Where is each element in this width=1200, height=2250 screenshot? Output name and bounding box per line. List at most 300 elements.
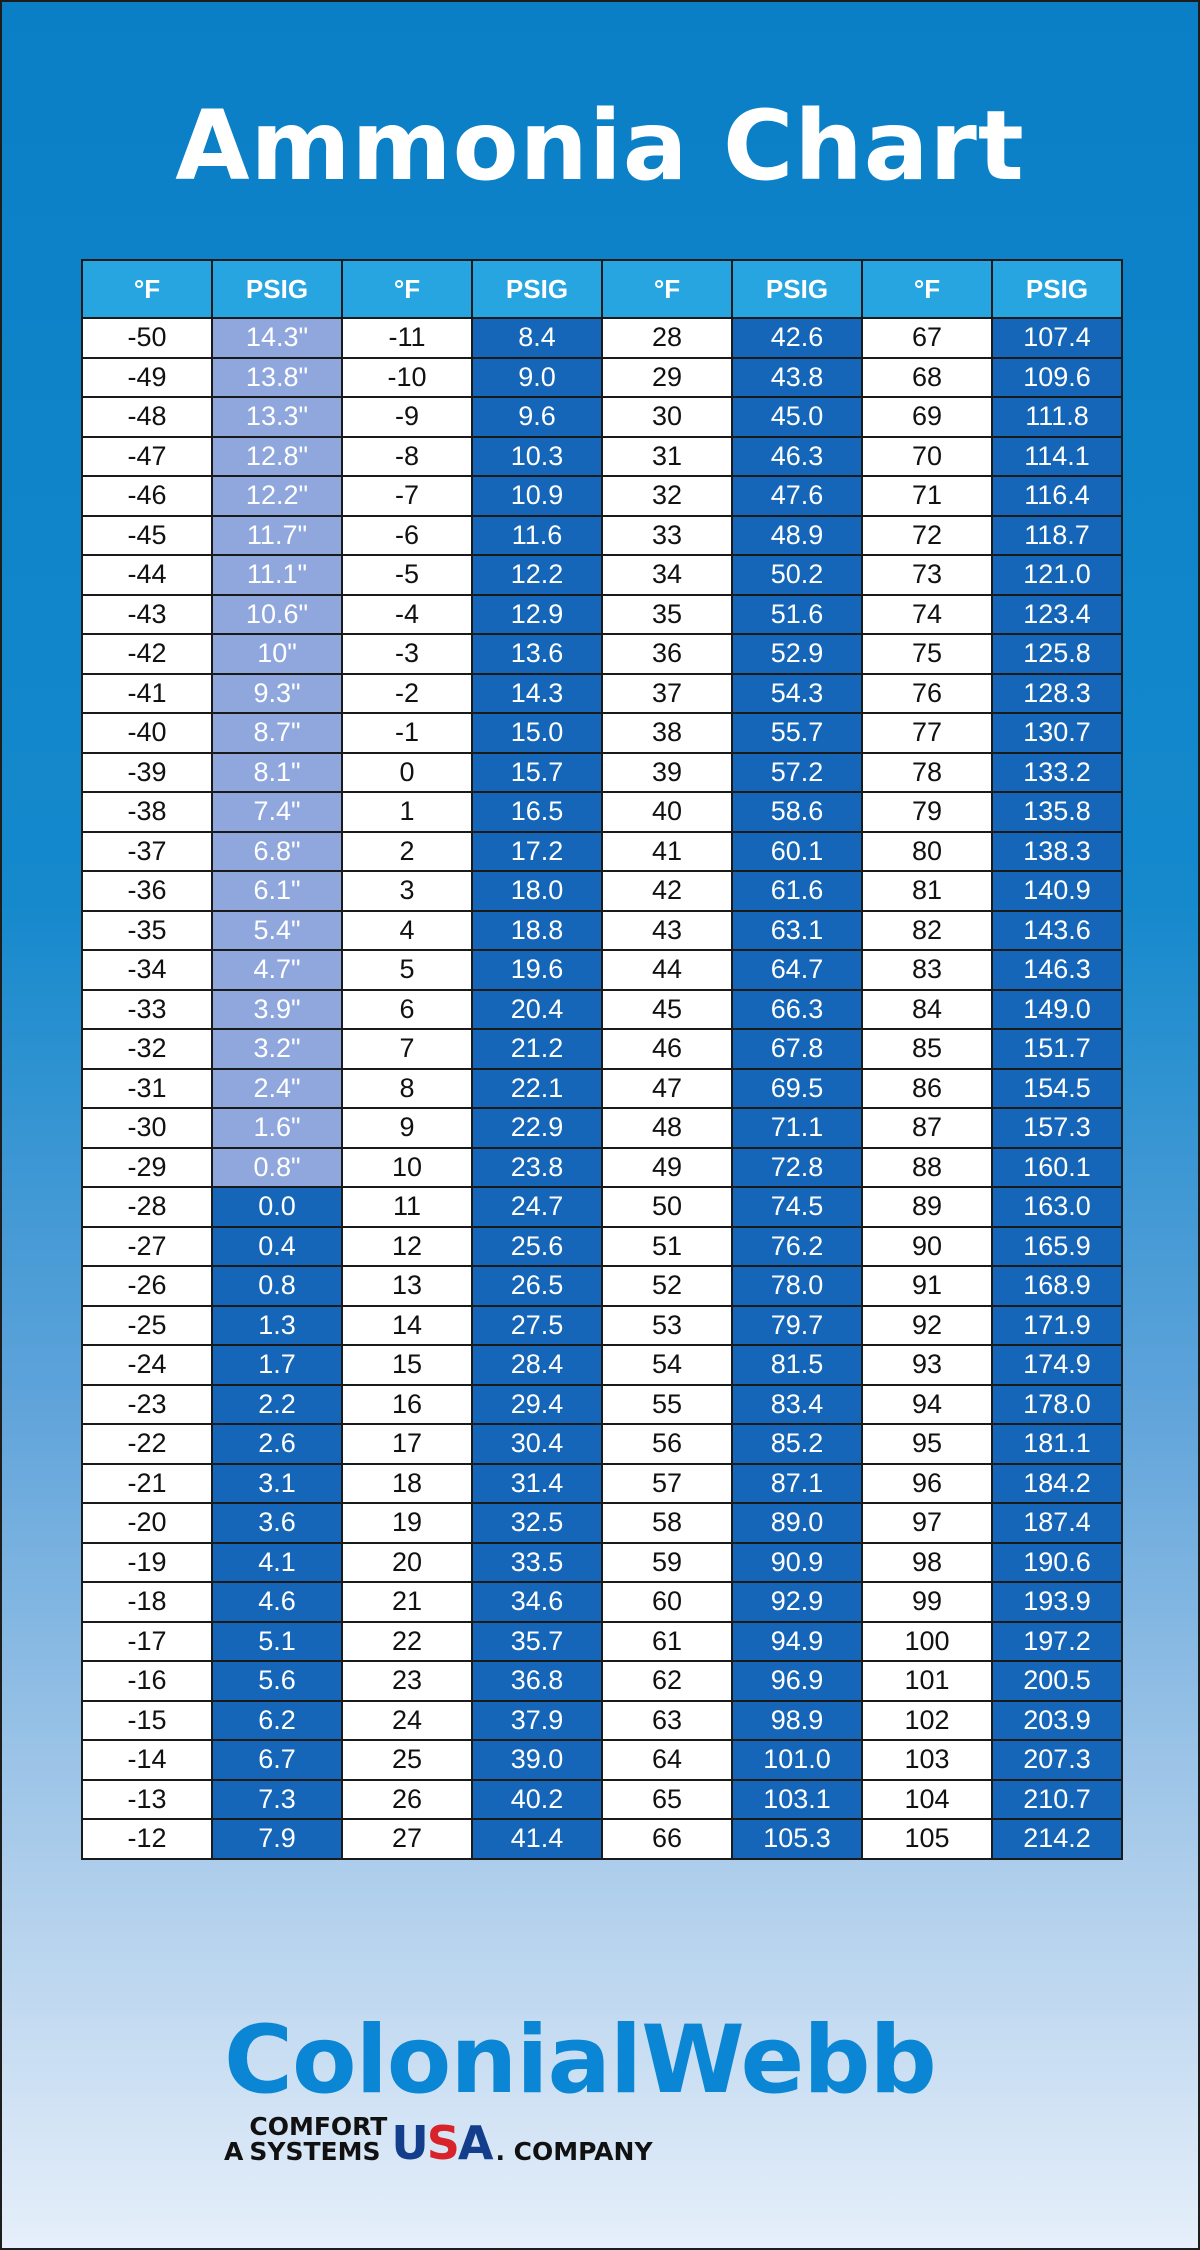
psig-cell: 5.1 (212, 1622, 342, 1662)
temp-cell: 39 (602, 753, 732, 793)
psig-cell: 71.1 (732, 1108, 862, 1148)
psig-cell: 15.7 (472, 753, 602, 793)
table-row (82, 1819, 1122, 1859)
psig-cell: 28.4 (472, 1345, 602, 1385)
temp-cell: 8 (342, 1069, 472, 1109)
temp-cell: -42 (82, 634, 212, 674)
psig-cell: 4.1 (212, 1543, 342, 1583)
psig-cell: 27.5 (472, 1306, 602, 1346)
psig-cell: 89.0 (732, 1503, 862, 1543)
temp-cell: 16 (342, 1385, 472, 1425)
temp-cell: 25 (342, 1740, 472, 1780)
psig-cell: 203.9 (992, 1701, 1122, 1741)
psig-cell: 26.5 (472, 1266, 602, 1306)
psig-cell: 128.3 (992, 674, 1122, 714)
psig-cell: 58.6 (732, 792, 862, 832)
table-row (82, 1227, 1122, 1267)
psig-cell: 8.4 (472, 318, 602, 358)
temp-cell: -12 (82, 1819, 212, 1859)
logo-company: . COMPANY (495, 2137, 653, 2166)
psig-cell: 30.4 (472, 1424, 602, 1464)
temp-cell: -47 (82, 437, 212, 477)
temp-cell: 14 (342, 1306, 472, 1346)
header-psig-1: PSIG (212, 260, 342, 318)
temp-cell: -20 (82, 1503, 212, 1543)
temp-cell: 88 (862, 1148, 992, 1188)
psig-cell: 149.0 (992, 990, 1122, 1030)
temp-cell: -16 (82, 1661, 212, 1701)
temp-cell: 38 (602, 713, 732, 753)
psig-cell: 94.9 (732, 1622, 862, 1662)
psig-cell: 3.1 (212, 1464, 342, 1504)
psig-cell: 0.0 (212, 1187, 342, 1227)
temp-cell: 75 (862, 634, 992, 674)
psig-cell: 214.2 (992, 1819, 1122, 1859)
psig-cell: 69.5 (732, 1069, 862, 1109)
psig-cell: 6.7 (212, 1740, 342, 1780)
psig-cell: 105.3 (732, 1819, 862, 1859)
psig-cell: 33.5 (472, 1543, 602, 1583)
temp-cell: -11 (342, 318, 472, 358)
temp-cell: 32 (602, 476, 732, 516)
psig-cell: 78.0 (732, 1266, 862, 1306)
temp-cell: 85 (862, 1029, 992, 1069)
psig-cell: 15.0 (472, 713, 602, 753)
temp-cell: 54 (602, 1345, 732, 1385)
temp-cell: 1 (342, 792, 472, 832)
temp-cell: 92 (862, 1306, 992, 1346)
table-row (82, 1306, 1122, 1346)
psig-cell: 20.4 (472, 990, 602, 1030)
temp-cell: 99 (862, 1582, 992, 1622)
temp-cell: -4 (342, 595, 472, 635)
temp-cell: -19 (82, 1543, 212, 1583)
temp-cell: 29 (602, 358, 732, 398)
logo-usa-u: U (391, 2115, 427, 2170)
temp-cell: -45 (82, 516, 212, 556)
temp-cell: -13 (82, 1780, 212, 1820)
temp-cell: 55 (602, 1385, 732, 1425)
vacuum-cell: 12.8" (212, 437, 342, 477)
temp-cell: -10 (342, 358, 472, 398)
temp-cell: 81 (862, 871, 992, 911)
table-row (82, 555, 1122, 595)
vacuum-cell: 8.1" (212, 753, 342, 793)
header-psig-4: PSIG (992, 260, 1122, 318)
temp-cell: 59 (602, 1543, 732, 1583)
temp-cell: -38 (82, 792, 212, 832)
temp-cell: -41 (82, 674, 212, 714)
psig-cell: 130.7 (992, 713, 1122, 753)
temp-cell: 43 (602, 911, 732, 951)
psig-cell: 64.7 (732, 950, 862, 990)
header-temp-f-1: °F (82, 260, 212, 318)
table-row (82, 871, 1122, 911)
psig-cell: 151.7 (992, 1029, 1122, 1069)
table-row (82, 595, 1122, 635)
psig-cell: 140.9 (992, 871, 1122, 911)
temp-cell: 12 (342, 1227, 472, 1267)
psig-cell: 36.8 (472, 1661, 602, 1701)
psig-cell: 51.6 (732, 595, 862, 635)
table-row (82, 911, 1122, 951)
psig-cell: 103.1 (732, 1780, 862, 1820)
temp-cell: 71 (862, 476, 992, 516)
temp-cell: -21 (82, 1464, 212, 1504)
temp-cell: -37 (82, 832, 212, 872)
temp-cell: -46 (82, 476, 212, 516)
temp-cell: 23 (342, 1661, 472, 1701)
temp-cell: 87 (862, 1108, 992, 1148)
psig-cell: 16.5 (472, 792, 602, 832)
logo-tagline-a: A (224, 2137, 244, 2166)
psig-cell: 143.6 (992, 911, 1122, 951)
table-row (82, 713, 1122, 753)
table-row (82, 792, 1122, 832)
temp-cell: 50 (602, 1187, 732, 1227)
table-header-row (82, 260, 1122, 318)
table-row (82, 1701, 1122, 1741)
psig-cell: 57.2 (732, 753, 862, 793)
vacuum-cell: 11.1" (212, 555, 342, 595)
psig-cell: 48.9 (732, 516, 862, 556)
psig-cell: 34.6 (472, 1582, 602, 1622)
psig-cell: 37.9 (472, 1701, 602, 1741)
temp-cell: -24 (82, 1345, 212, 1385)
psig-cell: 54.3 (732, 674, 862, 714)
psig-cell: 101.0 (732, 1740, 862, 1780)
temp-cell: 93 (862, 1345, 992, 1385)
psig-cell: 41.4 (472, 1819, 602, 1859)
temp-cell: 22 (342, 1622, 472, 1662)
temp-cell: 96 (862, 1464, 992, 1504)
temp-cell: 69 (862, 397, 992, 437)
colonialwebb-logo (224, 2006, 1004, 2170)
table-row (82, 1385, 1122, 1425)
temp-cell: -17 (82, 1622, 212, 1662)
temp-cell: 51 (602, 1227, 732, 1267)
vacuum-cell: 13.3" (212, 397, 342, 437)
temp-cell: -31 (82, 1069, 212, 1109)
table-row (82, 318, 1122, 358)
temp-cell: 2 (342, 832, 472, 872)
psig-cell: 0.4 (212, 1227, 342, 1267)
temp-cell: 95 (862, 1424, 992, 1464)
psig-cell: 210.7 (992, 1780, 1122, 1820)
vacuum-cell: 3.2" (212, 1029, 342, 1069)
temp-cell: 84 (862, 990, 992, 1030)
psig-cell: 67.8 (732, 1029, 862, 1069)
temp-cell: 26 (342, 1780, 472, 1820)
psig-cell: 98.9 (732, 1701, 862, 1741)
header-psig-3: PSIG (732, 260, 862, 318)
vacuum-cell: 4.7" (212, 950, 342, 990)
psig-cell: 21.2 (472, 1029, 602, 1069)
psig-cell: 116.4 (992, 476, 1122, 516)
temp-cell: 40 (602, 792, 732, 832)
temp-cell: -27 (82, 1227, 212, 1267)
psig-cell: 39.0 (472, 1740, 602, 1780)
table-row (82, 397, 1122, 437)
psig-cell: 109.6 (992, 358, 1122, 398)
psig-cell: 85.2 (732, 1424, 862, 1464)
psig-cell: 13.6 (472, 634, 602, 674)
psig-cell: 184.2 (992, 1464, 1122, 1504)
temp-cell: 58 (602, 1503, 732, 1543)
temp-cell: 10 (342, 1148, 472, 1188)
psig-cell: 135.8 (992, 792, 1122, 832)
psig-cell: 4.6 (212, 1582, 342, 1622)
vacuum-cell: 7.4" (212, 792, 342, 832)
table-row (82, 753, 1122, 793)
temp-cell: 4 (342, 911, 472, 951)
vacuum-cell: 0.8" (212, 1148, 342, 1188)
vacuum-cell: 11.7" (212, 516, 342, 556)
psig-cell: 40.2 (472, 1780, 602, 1820)
psig-cell: 87.1 (732, 1464, 862, 1504)
temp-cell: 44 (602, 950, 732, 990)
table-row (82, 1622, 1122, 1662)
psig-cell: 61.6 (732, 871, 862, 911)
psig-cell: 1.3 (212, 1306, 342, 1346)
psig-cell: 171.9 (992, 1306, 1122, 1346)
temp-cell: 49 (602, 1148, 732, 1188)
logo-usa-a: A (457, 2115, 492, 2170)
temp-cell: 21 (342, 1582, 472, 1622)
temp-cell: -33 (82, 990, 212, 1030)
psig-cell: 2.2 (212, 1385, 342, 1425)
temp-cell: 19 (342, 1503, 472, 1543)
temp-cell: 53 (602, 1306, 732, 1346)
psig-cell: 10.9 (472, 476, 602, 516)
psig-cell: 31.4 (472, 1464, 602, 1504)
psig-cell: 35.7 (472, 1622, 602, 1662)
psig-cell: 10.3 (472, 437, 602, 477)
psig-cell: 178.0 (992, 1385, 1122, 1425)
temp-cell: 17 (342, 1424, 472, 1464)
temp-cell: 100 (862, 1622, 992, 1662)
psig-cell: 92.9 (732, 1582, 862, 1622)
temp-cell: 6 (342, 990, 472, 1030)
temp-cell: 28 (602, 318, 732, 358)
table-row (82, 358, 1122, 398)
header-temp-f-2: °F (342, 260, 472, 318)
temp-cell: 80 (862, 832, 992, 872)
vacuum-cell: 3.9" (212, 990, 342, 1030)
psig-cell: 7.3 (212, 1780, 342, 1820)
logo-usa-s: S (426, 2115, 458, 2170)
temp-cell: 89 (862, 1187, 992, 1227)
psig-cell: 200.5 (992, 1661, 1122, 1701)
logo-wordmark: ColonialWebb (224, 2006, 936, 2115)
psig-cell: 25.6 (472, 1227, 602, 1267)
temp-cell: 70 (862, 437, 992, 477)
table-row (82, 1780, 1122, 1820)
psig-cell: 14.3 (472, 674, 602, 714)
psig-cell: 114.1 (992, 437, 1122, 477)
psig-cell: 160.1 (992, 1148, 1122, 1188)
psig-cell: 5.6 (212, 1661, 342, 1701)
temp-cell: 67 (862, 318, 992, 358)
temp-cell: -5 (342, 555, 472, 595)
table-row (82, 832, 1122, 872)
psig-cell: 23.8 (472, 1148, 602, 1188)
temp-cell: -26 (82, 1266, 212, 1306)
vacuum-cell: 6.1" (212, 871, 342, 911)
psig-cell: 2.6 (212, 1424, 342, 1464)
temp-cell: 83 (862, 950, 992, 990)
table-row (82, 1661, 1122, 1701)
temp-cell: 56 (602, 1424, 732, 1464)
chart-title: Ammonia Chart (175, 90, 1025, 202)
psig-cell: 19.6 (472, 950, 602, 990)
temp-cell: 101 (862, 1661, 992, 1701)
vacuum-cell: 6.8" (212, 832, 342, 872)
temp-cell: 73 (862, 555, 992, 595)
table-row (82, 437, 1122, 477)
temp-cell: -7 (342, 476, 472, 516)
vacuum-cell: 12.2" (212, 476, 342, 516)
table-row (82, 1069, 1122, 1109)
temp-cell: 47 (602, 1069, 732, 1109)
psig-cell: 47.6 (732, 476, 862, 516)
temp-cell: -15 (82, 1701, 212, 1741)
temp-cell: -49 (82, 358, 212, 398)
temp-cell: 63 (602, 1701, 732, 1741)
temp-cell: 27 (342, 1819, 472, 1859)
psig-cell: 174.9 (992, 1345, 1122, 1385)
temp-cell: 103 (862, 1740, 992, 1780)
temp-cell: 86 (862, 1069, 992, 1109)
temp-cell: -35 (82, 911, 212, 951)
psig-cell: 123.4 (992, 595, 1122, 635)
psig-cell: 29.4 (472, 1385, 602, 1425)
table-body (82, 318, 1122, 1859)
temp-cell: -43 (82, 595, 212, 635)
temp-cell: 52 (602, 1266, 732, 1306)
temp-cell: 13 (342, 1266, 472, 1306)
vacuum-cell: 13.8" (212, 358, 342, 398)
temp-cell: 79 (862, 792, 992, 832)
psig-cell: 0.8 (212, 1266, 342, 1306)
temp-cell: -28 (82, 1187, 212, 1227)
temp-cell: 76 (862, 674, 992, 714)
vacuum-cell: 2.4" (212, 1069, 342, 1109)
psig-cell: 157.3 (992, 1108, 1122, 1148)
temp-cell: -39 (82, 753, 212, 793)
temp-cell: 97 (862, 1503, 992, 1543)
psig-cell: 55.7 (732, 713, 862, 753)
temp-cell: 62 (602, 1661, 732, 1701)
temp-cell: -9 (342, 397, 472, 437)
psig-cell: 32.5 (472, 1503, 602, 1543)
temp-cell: -8 (342, 437, 472, 477)
psig-cell: 197.2 (992, 1622, 1122, 1662)
temp-cell: 11 (342, 1187, 472, 1227)
psig-cell: 74.5 (732, 1187, 862, 1227)
temp-cell: 41 (602, 832, 732, 872)
table-row (82, 990, 1122, 1030)
temp-cell: 5 (342, 950, 472, 990)
temp-cell: 66 (602, 1819, 732, 1859)
temp-cell: 98 (862, 1543, 992, 1583)
psig-cell: 133.2 (992, 753, 1122, 793)
header-temp-f-3: °F (602, 260, 732, 318)
table-row (82, 1108, 1122, 1148)
psig-cell: 18.8 (472, 911, 602, 951)
temp-cell: 0 (342, 753, 472, 793)
psig-cell: 43.8 (732, 358, 862, 398)
psig-cell: 17.2 (472, 832, 602, 872)
temp-cell: -2 (342, 674, 472, 714)
psig-cell: 181.1 (992, 1424, 1122, 1464)
temp-cell: 30 (602, 397, 732, 437)
temp-cell: -44 (82, 555, 212, 595)
psig-cell: 81.5 (732, 1345, 862, 1385)
psig-cell: 146.3 (992, 950, 1122, 990)
psig-cell: 193.9 (992, 1582, 1122, 1622)
psig-cell: 18.0 (472, 871, 602, 911)
table-row (82, 1543, 1122, 1583)
table-row (82, 1424, 1122, 1464)
psig-cell: 22.9 (472, 1108, 602, 1148)
psig-cell: 187.4 (992, 1503, 1122, 1543)
temp-cell: 90 (862, 1227, 992, 1267)
table-row (82, 1148, 1122, 1188)
temp-cell: 42 (602, 871, 732, 911)
temp-cell: 37 (602, 674, 732, 714)
temp-cell: -30 (82, 1108, 212, 1148)
psig-cell: 121.0 (992, 555, 1122, 595)
table-row (82, 950, 1122, 990)
logo-usa (391, 2115, 492, 2170)
temp-cell: -14 (82, 1740, 212, 1780)
temp-cell: -34 (82, 950, 212, 990)
psig-cell: 96.9 (732, 1661, 862, 1701)
table-row (82, 1740, 1122, 1780)
table-row (82, 1187, 1122, 1227)
temp-cell: 33 (602, 516, 732, 556)
psig-cell: 9.6 (472, 397, 602, 437)
psig-cell: 46.3 (732, 437, 862, 477)
temp-cell: 3 (342, 871, 472, 911)
temp-cell: 104 (862, 1780, 992, 1820)
temp-cell: -3 (342, 634, 472, 674)
psig-cell: 24.7 (472, 1187, 602, 1227)
psig-cell: 45.0 (732, 397, 862, 437)
psig-cell: 125.8 (992, 634, 1122, 674)
header-psig-2: PSIG (472, 260, 602, 318)
logo-comfort-systems (249, 2114, 387, 2164)
vacuum-cell: 10" (212, 634, 342, 674)
psig-cell: 6.2 (212, 1701, 342, 1741)
psig-cell: 79.7 (732, 1306, 862, 1346)
psig-cell: 22.1 (472, 1069, 602, 1109)
temp-cell: -40 (82, 713, 212, 753)
table-row (82, 476, 1122, 516)
temp-cell: 48 (602, 1108, 732, 1148)
psig-cell: 52.9 (732, 634, 862, 674)
psig-cell: 60.1 (732, 832, 862, 872)
psig-cell: 50.2 (732, 555, 862, 595)
psig-cell: 90.9 (732, 1543, 862, 1583)
ammonia-pt-table (81, 259, 1123, 1860)
temp-cell: 7 (342, 1029, 472, 1069)
temp-cell: -36 (82, 871, 212, 911)
temp-cell: 102 (862, 1701, 992, 1741)
temp-cell: 36 (602, 634, 732, 674)
temp-cell: 74 (862, 595, 992, 635)
